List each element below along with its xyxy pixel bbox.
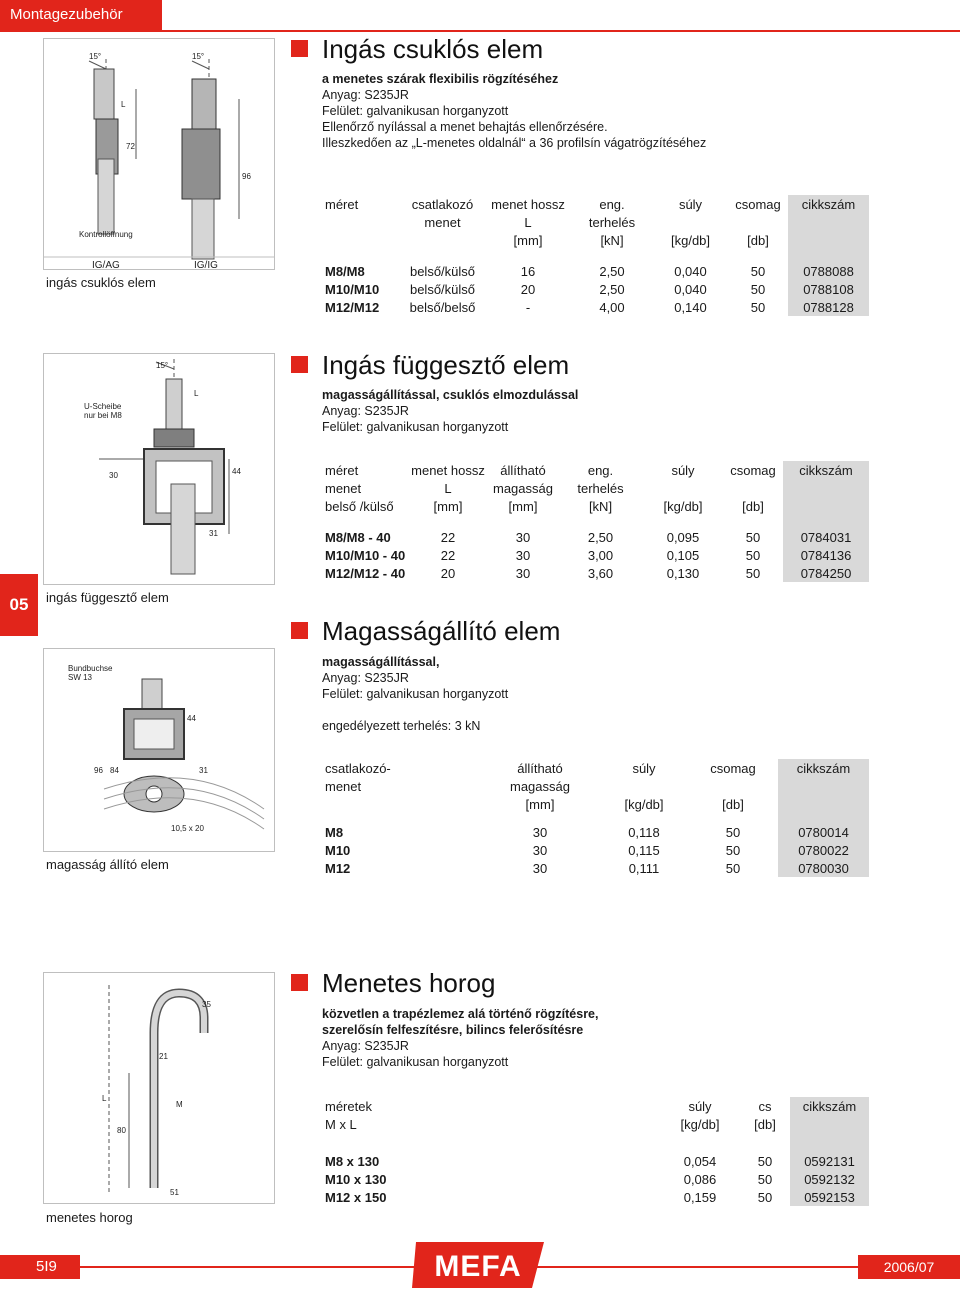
s4-cell: 0592153 (790, 1188, 869, 1206)
s2-h: [mm] (508, 498, 538, 514)
s4-cell: 0592131 (790, 1152, 869, 1170)
s2-angle: 15° (156, 361, 169, 370)
s2-h: terhelés (577, 480, 624, 496)
s1-h: [kN] (600, 232, 624, 248)
s3-line-3: Felület: galvanikusan horganyzott (322, 687, 509, 701)
s2-washer-2: nur bei M8 (84, 411, 122, 420)
s2-cell: 3,00 (587, 547, 614, 563)
s3-cell: M12 (325, 860, 351, 876)
s4-spec-table (320, 1097, 869, 1206)
s4-cell: M10 x 130 (325, 1171, 387, 1187)
s4-cell: 50 (757, 1189, 773, 1205)
s3-cell: 0,115 (628, 842, 660, 858)
s2-h: [db] (742, 498, 764, 514)
s4-h: cikkszám (790, 1097, 869, 1115)
s4-l-label: L (102, 1094, 107, 1103)
s2-h: menet hossz (411, 462, 485, 478)
s1-dim-96: 96 (242, 172, 251, 181)
s2-h: magasság (493, 480, 553, 496)
s2-bullet (291, 356, 308, 373)
s2-h: csomag (730, 462, 776, 478)
pendulum-joint-drawing (44, 39, 274, 269)
s2-cell: 50 (745, 529, 761, 545)
s4-dim-51: 51 (170, 1188, 179, 1197)
s3-load: engedélyezett terhelés: 3 kN (322, 719, 481, 733)
s1-cell: 50 (750, 263, 766, 279)
s3-h: csomag (710, 760, 756, 776)
s3-bush-1: Bundbuchse (68, 664, 113, 673)
s2-dim-30: 30 (109, 471, 118, 480)
s4-line-1: közvetlen a trapézlemez alá történő rögzítésre, (322, 1007, 599, 1021)
s1-cell: - (525, 299, 531, 315)
s3-line-1: magasságállítással, (322, 655, 440, 669)
s3-cell: 30 (532, 842, 548, 858)
s2-cell: 50 (745, 565, 761, 581)
s4-line-4: Felület: galvanikusan horganyzott (322, 1055, 509, 1069)
s3-cell: 30 (532, 824, 548, 840)
s4-cell: 50 (757, 1171, 773, 1187)
pendulum-hanger-drawing (44, 354, 274, 584)
table-row (320, 546, 869, 564)
height-adjuster-drawing (44, 649, 274, 851)
s4-dim-80: 80 (117, 1126, 126, 1135)
s4-description (322, 1006, 598, 1070)
chapter-tab: 05 (0, 574, 38, 636)
s4-cell: 0592132 (790, 1170, 869, 1188)
s2-washer-1: U-Scheibe (84, 402, 122, 411)
table-row (320, 528, 869, 546)
s2-title: Ingás függesztő elem (322, 350, 570, 380)
s1-cell: 0788108 (788, 280, 869, 298)
s2-line-1: magasságállítással, csuklós elmozdulással (322, 388, 579, 402)
s3-caption: magasság állító elem (46, 857, 169, 872)
s2-cell: 0,095 (666, 529, 700, 545)
s1-line-5: Illeszkedően az „L-menetes oldalnál“ a 36 profilsín vágatrögzítéséhez (322, 136, 707, 150)
s2-h: [kN] (588, 498, 613, 514)
s3-cell: 50 (725, 824, 741, 840)
s2-cell: 30 (515, 547, 531, 563)
table-row (320, 1152, 869, 1170)
s4-cell: 50 (757, 1153, 773, 1169)
s2-cell: 30 (515, 529, 531, 545)
s1-h: méret (325, 196, 359, 212)
s2-h: eng. (587, 462, 614, 478)
s4-cell: M8 x 130 (325, 1153, 380, 1169)
table-row (320, 1188, 869, 1206)
s4-cell: 0,054 (683, 1153, 717, 1169)
s4-dim-21: 21 (159, 1052, 168, 1061)
s1-angle-b: 15° (192, 52, 205, 61)
s1-cell: 4,00 (599, 299, 625, 315)
s4-line-3: Anyag: S235JR (322, 1039, 409, 1053)
s4-cell: 0,086 (683, 1171, 717, 1187)
table-row (320, 298, 869, 316)
s1-cell: 0,040 (674, 263, 707, 279)
section-tab: Montagezubehör (0, 0, 162, 30)
s3-h: magasság (510, 778, 570, 794)
s1-cell: M10/M10 (325, 281, 380, 297)
s2-header-row (320, 479, 869, 497)
s1-line-4: Ellenőrző nyílással a menet behajtás ellenőrzésére. (322, 120, 608, 134)
s4-line-2: szerelősín felfeszítésre, bilincs felerősítésre (322, 1023, 584, 1037)
s3-h: cikkszám (778, 759, 869, 777)
s3-cell: 30 (532, 860, 548, 876)
s1-title: Ingás csuklós elem (322, 34, 544, 64)
s1-h: súly (678, 196, 703, 212)
s4-h: [kg/db] (680, 1116, 720, 1132)
s2-h: cikkszám (783, 461, 869, 479)
s4-bullet (291, 974, 308, 991)
s2-cell: 30 (515, 565, 531, 581)
threaded-hook-drawing (44, 973, 274, 1203)
s4-dim-35: 35 (202, 1000, 211, 1009)
s4-h: méretek (325, 1098, 372, 1114)
s1-control-label: Kontrollöffnung (79, 230, 133, 239)
s1-spec-table (320, 195, 869, 316)
s1-bullet (291, 40, 308, 57)
s3-dim-31: 31 (199, 766, 208, 775)
s2-cell: 22 (440, 529, 456, 545)
s1-cell: 0,140 (674, 299, 707, 315)
s2-line-2: Anyag: S235JR (322, 404, 409, 418)
s4-header-row (320, 1097, 869, 1115)
s2-h: állítható (500, 462, 546, 478)
s2-header-row (320, 497, 869, 515)
s3-cell: 50 (725, 860, 741, 876)
s3-description (322, 654, 508, 702)
s1-line-2: Anyag: S235JR (322, 88, 409, 102)
s2-dim-31: 31 (209, 529, 218, 538)
s3-dim-96: 96 (94, 766, 103, 775)
page-number: 5I9 (0, 1255, 80, 1279)
s1-dim-72: 72 (126, 142, 135, 151)
s2-cell: 0784136 (783, 546, 869, 564)
s2-h: súly (671, 462, 695, 478)
header-rule (0, 30, 960, 32)
s2-cell: 2,50 (587, 529, 614, 545)
table-row (320, 859, 869, 877)
s2-l-label: L (194, 389, 199, 398)
s1-cell: M12/M12 (325, 299, 380, 315)
s1-line-3: Felület: galvanikusan horganyzott (322, 104, 509, 118)
s1-line-1: a menetes szárak flexibilis rögzítéséhez (322, 72, 559, 86)
s1-header-row (320, 195, 869, 213)
s3-cell: 0780022 (778, 841, 869, 859)
s1-cell: 50 (750, 281, 766, 297)
mefa-logo-icon (412, 1240, 548, 1290)
s2-h: [kg/db] (663, 498, 703, 514)
s1-figure (43, 38, 275, 270)
s1-h: menet hossz (491, 196, 565, 212)
s2-h: belső /külső (325, 498, 394, 514)
s1-cell: 2,50 (599, 263, 625, 279)
s4-h: cs (758, 1098, 772, 1114)
s3-figure (43, 648, 275, 852)
s4-caption: menetes horog (46, 1210, 133, 1225)
s1-h: [mm] (513, 232, 543, 248)
s2-h: L (444, 480, 452, 496)
s2-description (322, 387, 578, 435)
s3-spec-table (320, 759, 869, 877)
table-row (320, 564, 869, 582)
s3-h: csatlakozó- (325, 760, 391, 776)
s4-cell: M12 x 150 (325, 1189, 387, 1205)
s3-cell: 0,118 (628, 824, 660, 840)
s1-h: L (524, 214, 532, 230)
s3-dim-84: 84 (110, 766, 119, 775)
s4-title: Menetes horog (322, 968, 496, 998)
s2-cell: 20 (440, 565, 456, 581)
s1-cell: belső/belső (409, 299, 476, 315)
s1-description (322, 71, 706, 151)
s3-h: állítható (517, 760, 563, 776)
table-row (320, 280, 869, 298)
s2-cell: M10/M10 - 40 (325, 547, 406, 563)
table-row (320, 1170, 869, 1188)
table-row (320, 262, 869, 280)
s2-caption: ingás függesztő elem (46, 590, 169, 605)
s3-h: menet (325, 778, 362, 794)
s2-cell: 0784250 (783, 564, 869, 582)
s3-h: súly (632, 760, 656, 776)
s3-dim-44: 44 (187, 714, 196, 723)
s1-h: csomag (735, 196, 781, 212)
s4-header-row (320, 1115, 869, 1133)
s1-h: cikkszám (788, 195, 869, 213)
table-row (320, 841, 869, 859)
s1-type-label-1: IG/AG (92, 260, 120, 269)
s1-h: menet (424, 214, 461, 230)
s3-cell: M10 (325, 842, 351, 858)
s1-h: [kg/db] (670, 232, 711, 248)
s3-cell: 0780030 (778, 859, 869, 877)
s1-cell: belső/külső (409, 281, 476, 297)
s3-h: [kg/db] (624, 796, 664, 812)
s2-spec-table (320, 461, 869, 582)
date-tab: 2006/07 (858, 1255, 960, 1279)
s2-cell: M12/M12 - 40 (325, 565, 406, 581)
s2-cell: M8/M8 - 40 (325, 529, 391, 545)
s2-cell: 50 (745, 547, 761, 563)
s2-cell: 0,130 (666, 565, 700, 581)
s1-cell: 0788088 (788, 262, 869, 280)
s3-cell: 0,111 (628, 860, 660, 876)
s4-h: súly (688, 1098, 712, 1114)
s1-cell: 2,50 (599, 281, 625, 297)
s1-h: terhelés (588, 214, 636, 230)
s2-h: [mm] (433, 498, 463, 514)
s4-h: [db] (754, 1116, 776, 1132)
s3-title: Magasságállító elem (322, 616, 561, 646)
s2-h: méret (325, 462, 359, 478)
s3-cell: 0780014 (778, 823, 869, 841)
s1-cell: M8/M8 (325, 263, 365, 279)
s4-cell: 0,159 (683, 1189, 717, 1205)
s1-cell: belső/külső (409, 263, 476, 279)
s1-caption: ingás csuklós elem (46, 275, 156, 290)
s3-header-row (320, 759, 869, 777)
s1-cell: 50 (750, 299, 766, 315)
s3-cell: 50 (725, 842, 741, 858)
s3-bush-2: SW 13 (68, 673, 93, 682)
s1-h: eng. (599, 196, 625, 212)
table-row (320, 823, 869, 841)
s3-header-row (320, 777, 869, 795)
s4-figure (43, 972, 275, 1204)
s1-cell: 0788128 (788, 298, 869, 316)
s2-cell: 22 (440, 547, 456, 563)
s1-type-label-2: IG/IG (194, 260, 218, 269)
s1-header-row (320, 231, 869, 249)
s1-cell: 20 (520, 281, 536, 297)
s2-cell: 3,60 (587, 565, 614, 581)
s2-cell: 0784031 (783, 528, 869, 546)
s3-header-row (320, 795, 869, 813)
s4-h: M x L (325, 1116, 357, 1132)
s1-h: [db] (747, 232, 769, 248)
s1-cell: 16 (520, 263, 536, 279)
s1-header-row (320, 213, 869, 231)
s2-h: menet (325, 480, 362, 496)
s3-cell: M8 (325, 824, 344, 840)
s1-h: csatlakozó (411, 196, 474, 212)
s3-bullet (291, 622, 308, 639)
logo-text: MEFA (434, 1250, 522, 1283)
s1-l-label: L (121, 100, 126, 109)
s4-m-label: M (176, 1100, 183, 1109)
s3-h: [mm] (525, 796, 555, 812)
mefa-logo (412, 1240, 548, 1290)
s1-cell: 0,040 (674, 281, 707, 297)
s3-line-2: Anyag: S235JR (322, 671, 409, 685)
s3-h: [db] (722, 796, 744, 812)
s2-figure (43, 353, 275, 585)
s2-header-row (320, 461, 869, 479)
s2-line-3: Felület: galvanikusan horganyzott (322, 420, 509, 434)
s2-dim-44: 44 (232, 467, 241, 476)
s1-angle-a: 15° (89, 52, 102, 61)
s2-cell: 0,105 (666, 547, 700, 563)
s3-dim-105: 10,5 x 20 (171, 824, 204, 833)
